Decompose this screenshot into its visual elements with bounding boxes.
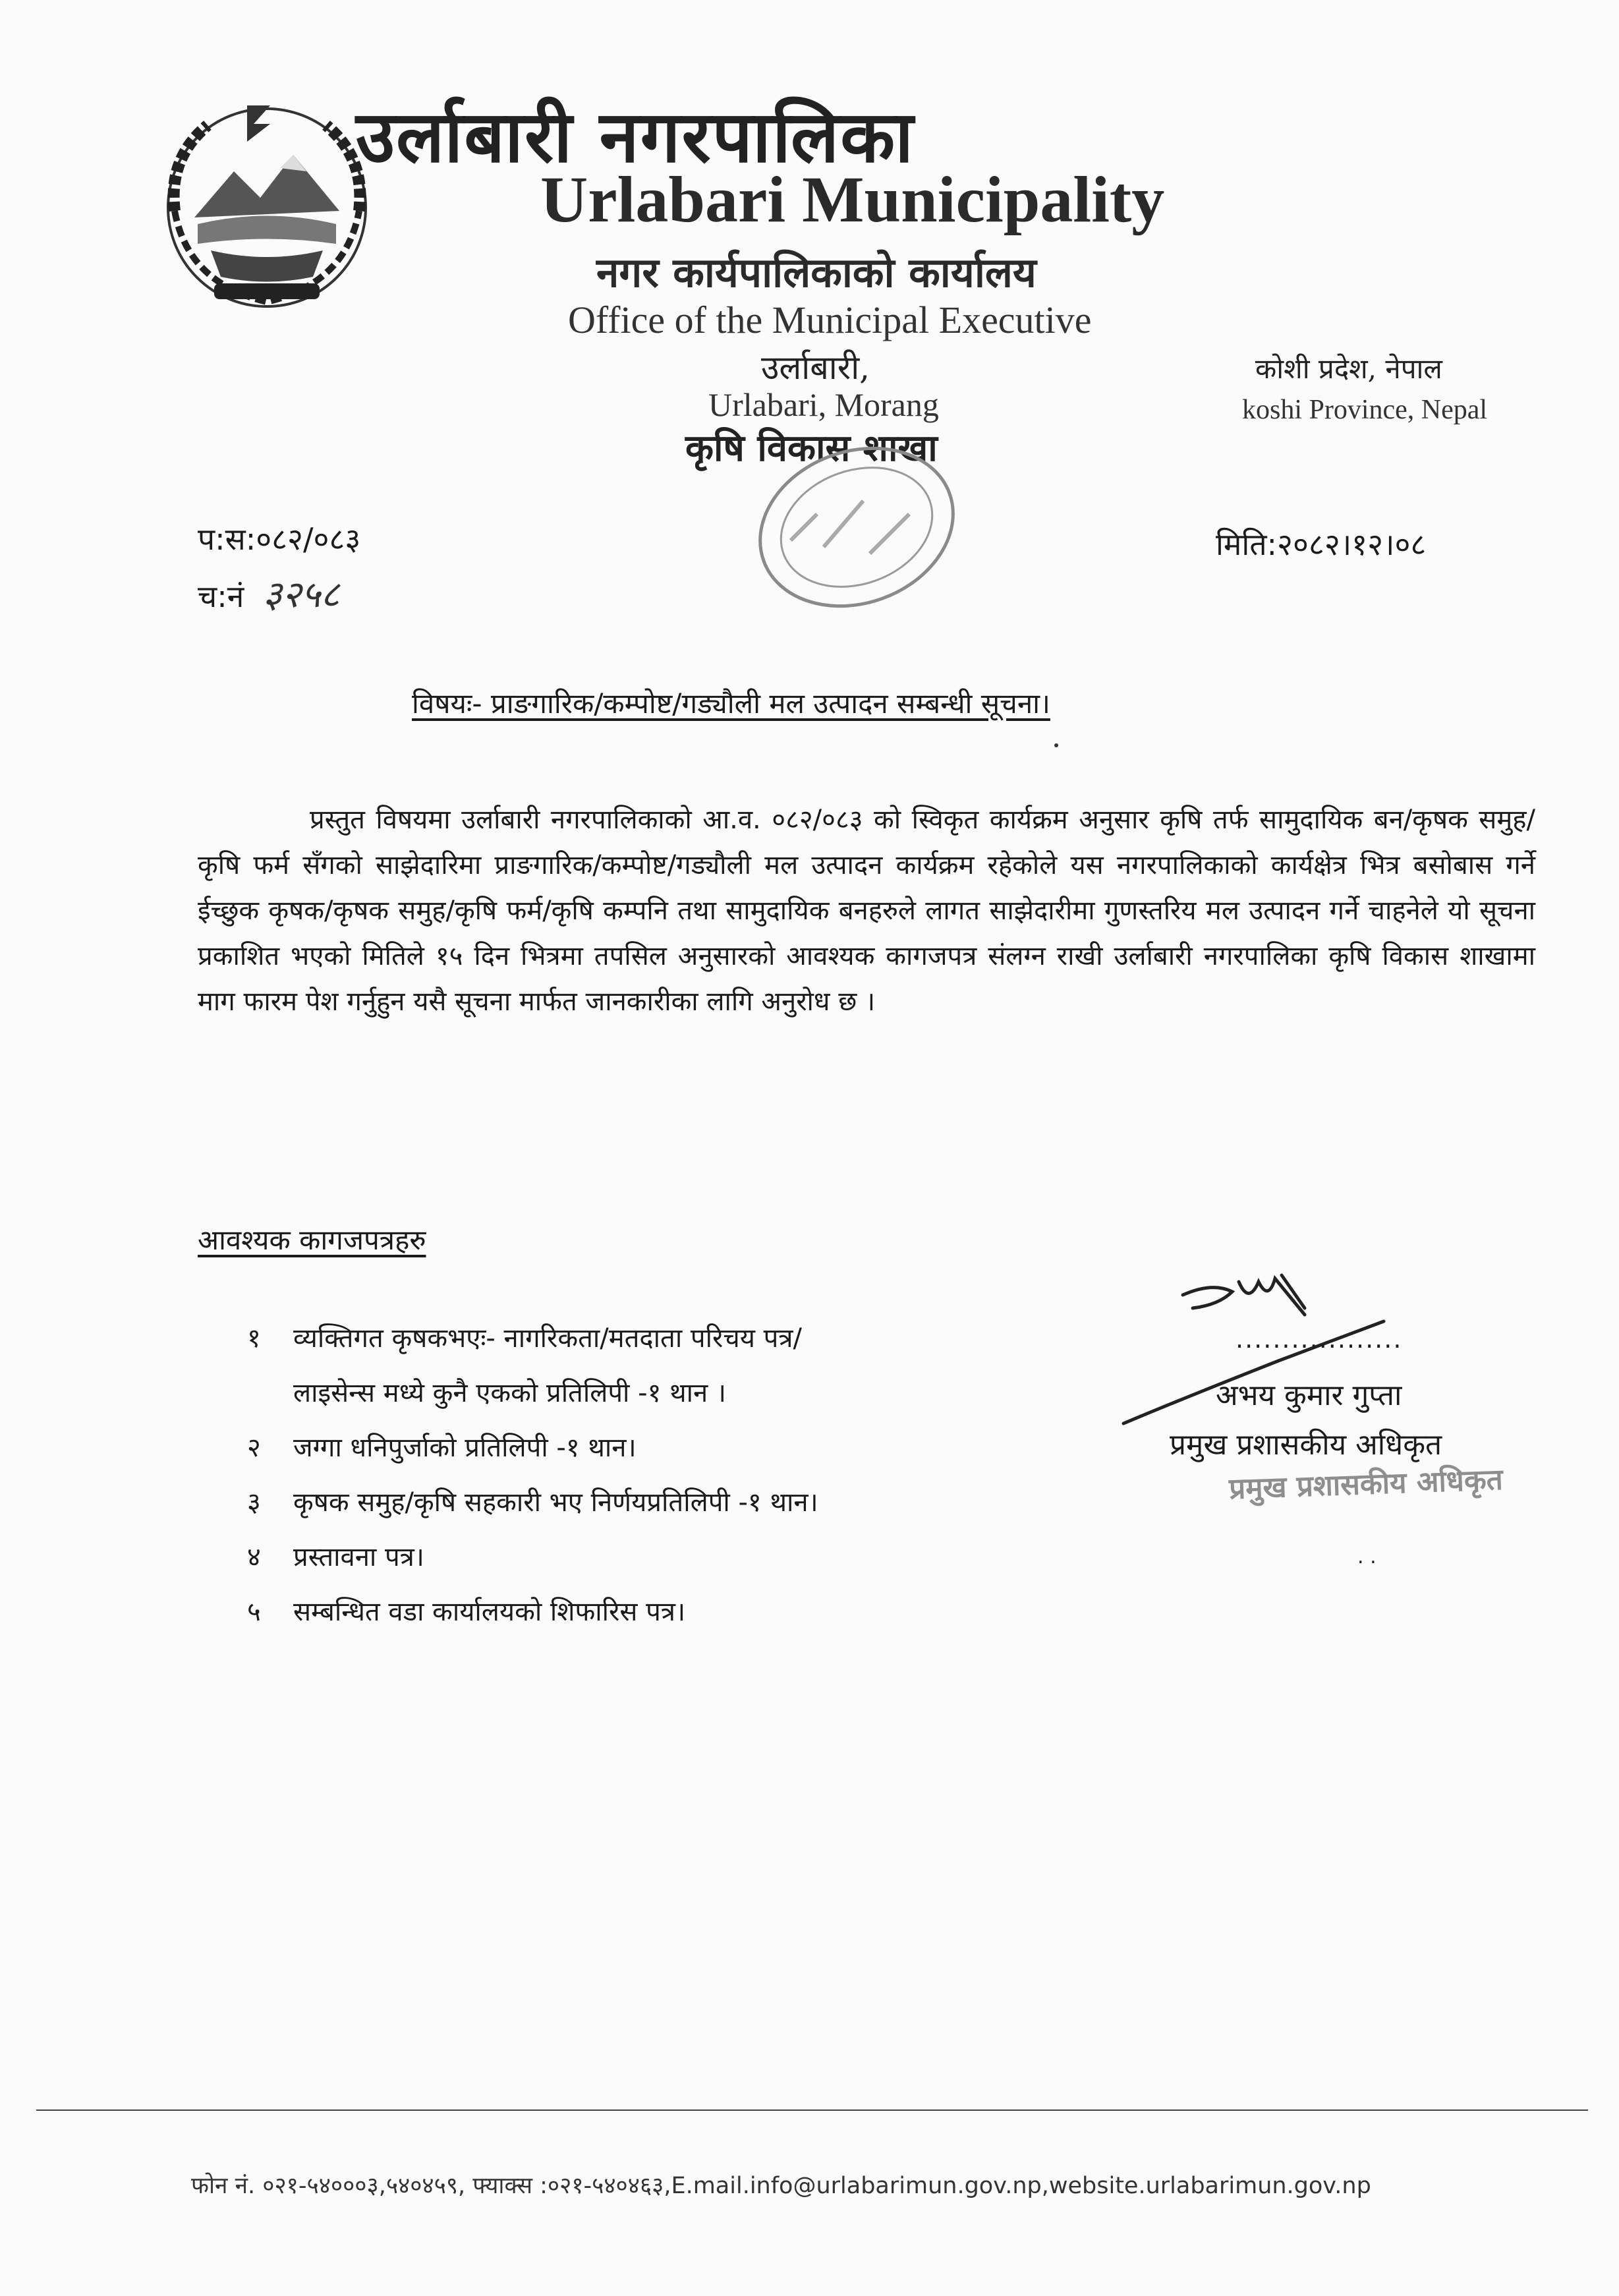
municipality-title-nepali: उर्लाबारी नगरपालिका (356, 96, 915, 179)
item-text: प्रस्तावना पत्र। (293, 1542, 424, 1572)
item-number: १ (247, 1323, 261, 1354)
signatory-title: प्रमुख प्रशासकीय अधिकृत (1170, 1428, 1442, 1462)
list-item (247, 1585, 1104, 1640)
province-english: koshi Province, Nepal (1242, 395, 1488, 425)
item-text: लाइसेन्स मध्ये कुनै एकको प्रतिलिपी -१ थान । (293, 1378, 727, 1408)
item-number: ४ (247, 1542, 261, 1572)
dispatch-number-row (198, 568, 339, 618)
signatory-name: अभय कुमार गुप्ता (1216, 1379, 1402, 1412)
city-english: Urlabari, Morang (708, 386, 939, 423)
item-text: कृषक समुह/कृषि सहकारी भए निर्णयप्रतिलिपी -१ थान। (293, 1487, 818, 1518)
office-title-english: Office of the Municipal Executive (568, 299, 1092, 341)
required-documents-heading: आवश्यक कागजपत्रहरु (198, 1224, 426, 1256)
footer-divider (36, 2109, 1588, 2111)
signature-line: .................. (1236, 1325, 1403, 1354)
office-round-stamp-icon (738, 442, 975, 613)
stray-marks: . . (1357, 1545, 1377, 1568)
office-title-nepali: नगर कार्यपालिकाको कार्यालय (596, 248, 1037, 297)
item-text: सम्बन्धित वडा कार्यालयको शिफारिस पत्र। (293, 1597, 686, 1627)
city-nepali: उर्लाबारी, (761, 349, 870, 387)
subject-line: विषयः- प्राङगारिक/कम्पोष्ट/गड्यौली मल उत्पादन सम्बन्धी सूचना। (412, 687, 1050, 720)
letter-date: मिति:२०८२।१२।०८ (1216, 527, 1427, 562)
list-item (247, 1366, 1104, 1421)
required-documents-list (247, 1311, 1104, 1640)
item-number: ५ (247, 1597, 261, 1627)
dispatch-number: ३२५८ (262, 573, 340, 616)
province-nepali: कोशी प्रदेश, नेपाल (1255, 353, 1442, 385)
list-item (247, 1311, 1104, 1366)
dispatch-label: च:नं (198, 579, 244, 614)
item-number: २ (247, 1433, 261, 1463)
municipality-title-english: Urlabari Municipality (540, 163, 1165, 236)
nepal-emblem-icon (148, 92, 385, 316)
reference-number: प:स:०८२/०८३ (198, 521, 361, 557)
item-number (247, 1366, 293, 1421)
footer-contact: फोन नं. ०२१-५४०००३,५४०४५९, फ्याक्स :०२१-५४०४६३,E.mail.info@urlabarimun.gov.np,website.urlabarimun.gov.np (191, 2173, 1371, 2199)
list-item (247, 1530, 1104, 1585)
item-text: जग्गा धनिपुर्जाको प्रतिलिपी -१ थान। (293, 1433, 637, 1463)
list-item (247, 1421, 1104, 1476)
item-number: ३ (247, 1487, 261, 1518)
item-text: व्यक्तिगत कृषकभएः- नागरिकता/मतदाता परिचय पत्र/ (293, 1323, 802, 1354)
ink-dot (1054, 743, 1058, 747)
list-item (247, 1476, 1104, 1530)
branch-name: कृषि विकास शाखा (685, 426, 938, 470)
designation-stamp: प्रमुख प्रशासकीय अधिकृत (1228, 1462, 1504, 1507)
notice-body: प्रस्तुत विषयमा उर्लाबारी नगरपालिकाको आ.व. ०८२/०८३ को स्विकृत कार्यक्रम अनुसार कृषि तर्फ सामुदायिक बन/कृषक समुह/कृषि फर्म सँगको साझेदारिमा प्राङगारिक/कम्पोष्ट/गड्यौली मल उत्पादन कार्यक्रम रहेकोले यस नगरपालिकाको कार्यक्षेत्र भित्र बसोबास गर्ने ईच्छुक कृषक/कृषक समुह/कृषि फर्म/कृषि कम्पनि तथा सामुदायिक बनहरुले लागत साझेदारीमा गुणस्तरिय मल उत्पादन गर्ने चाहनेले यो सूचना प्रकाशित भएको मितिले १५ दिन भित्रमा तपसिल अनुसारको आवश्यक कागजपत्र संलग्न राखी उर्लाबारी नगरपालिका कृषि विकास शाखामा माग फारम पेश गर्नुहुन यसै सूचना मार्फत जानकारीका लागि अनुरोध छ । (198, 805, 1535, 1017)
